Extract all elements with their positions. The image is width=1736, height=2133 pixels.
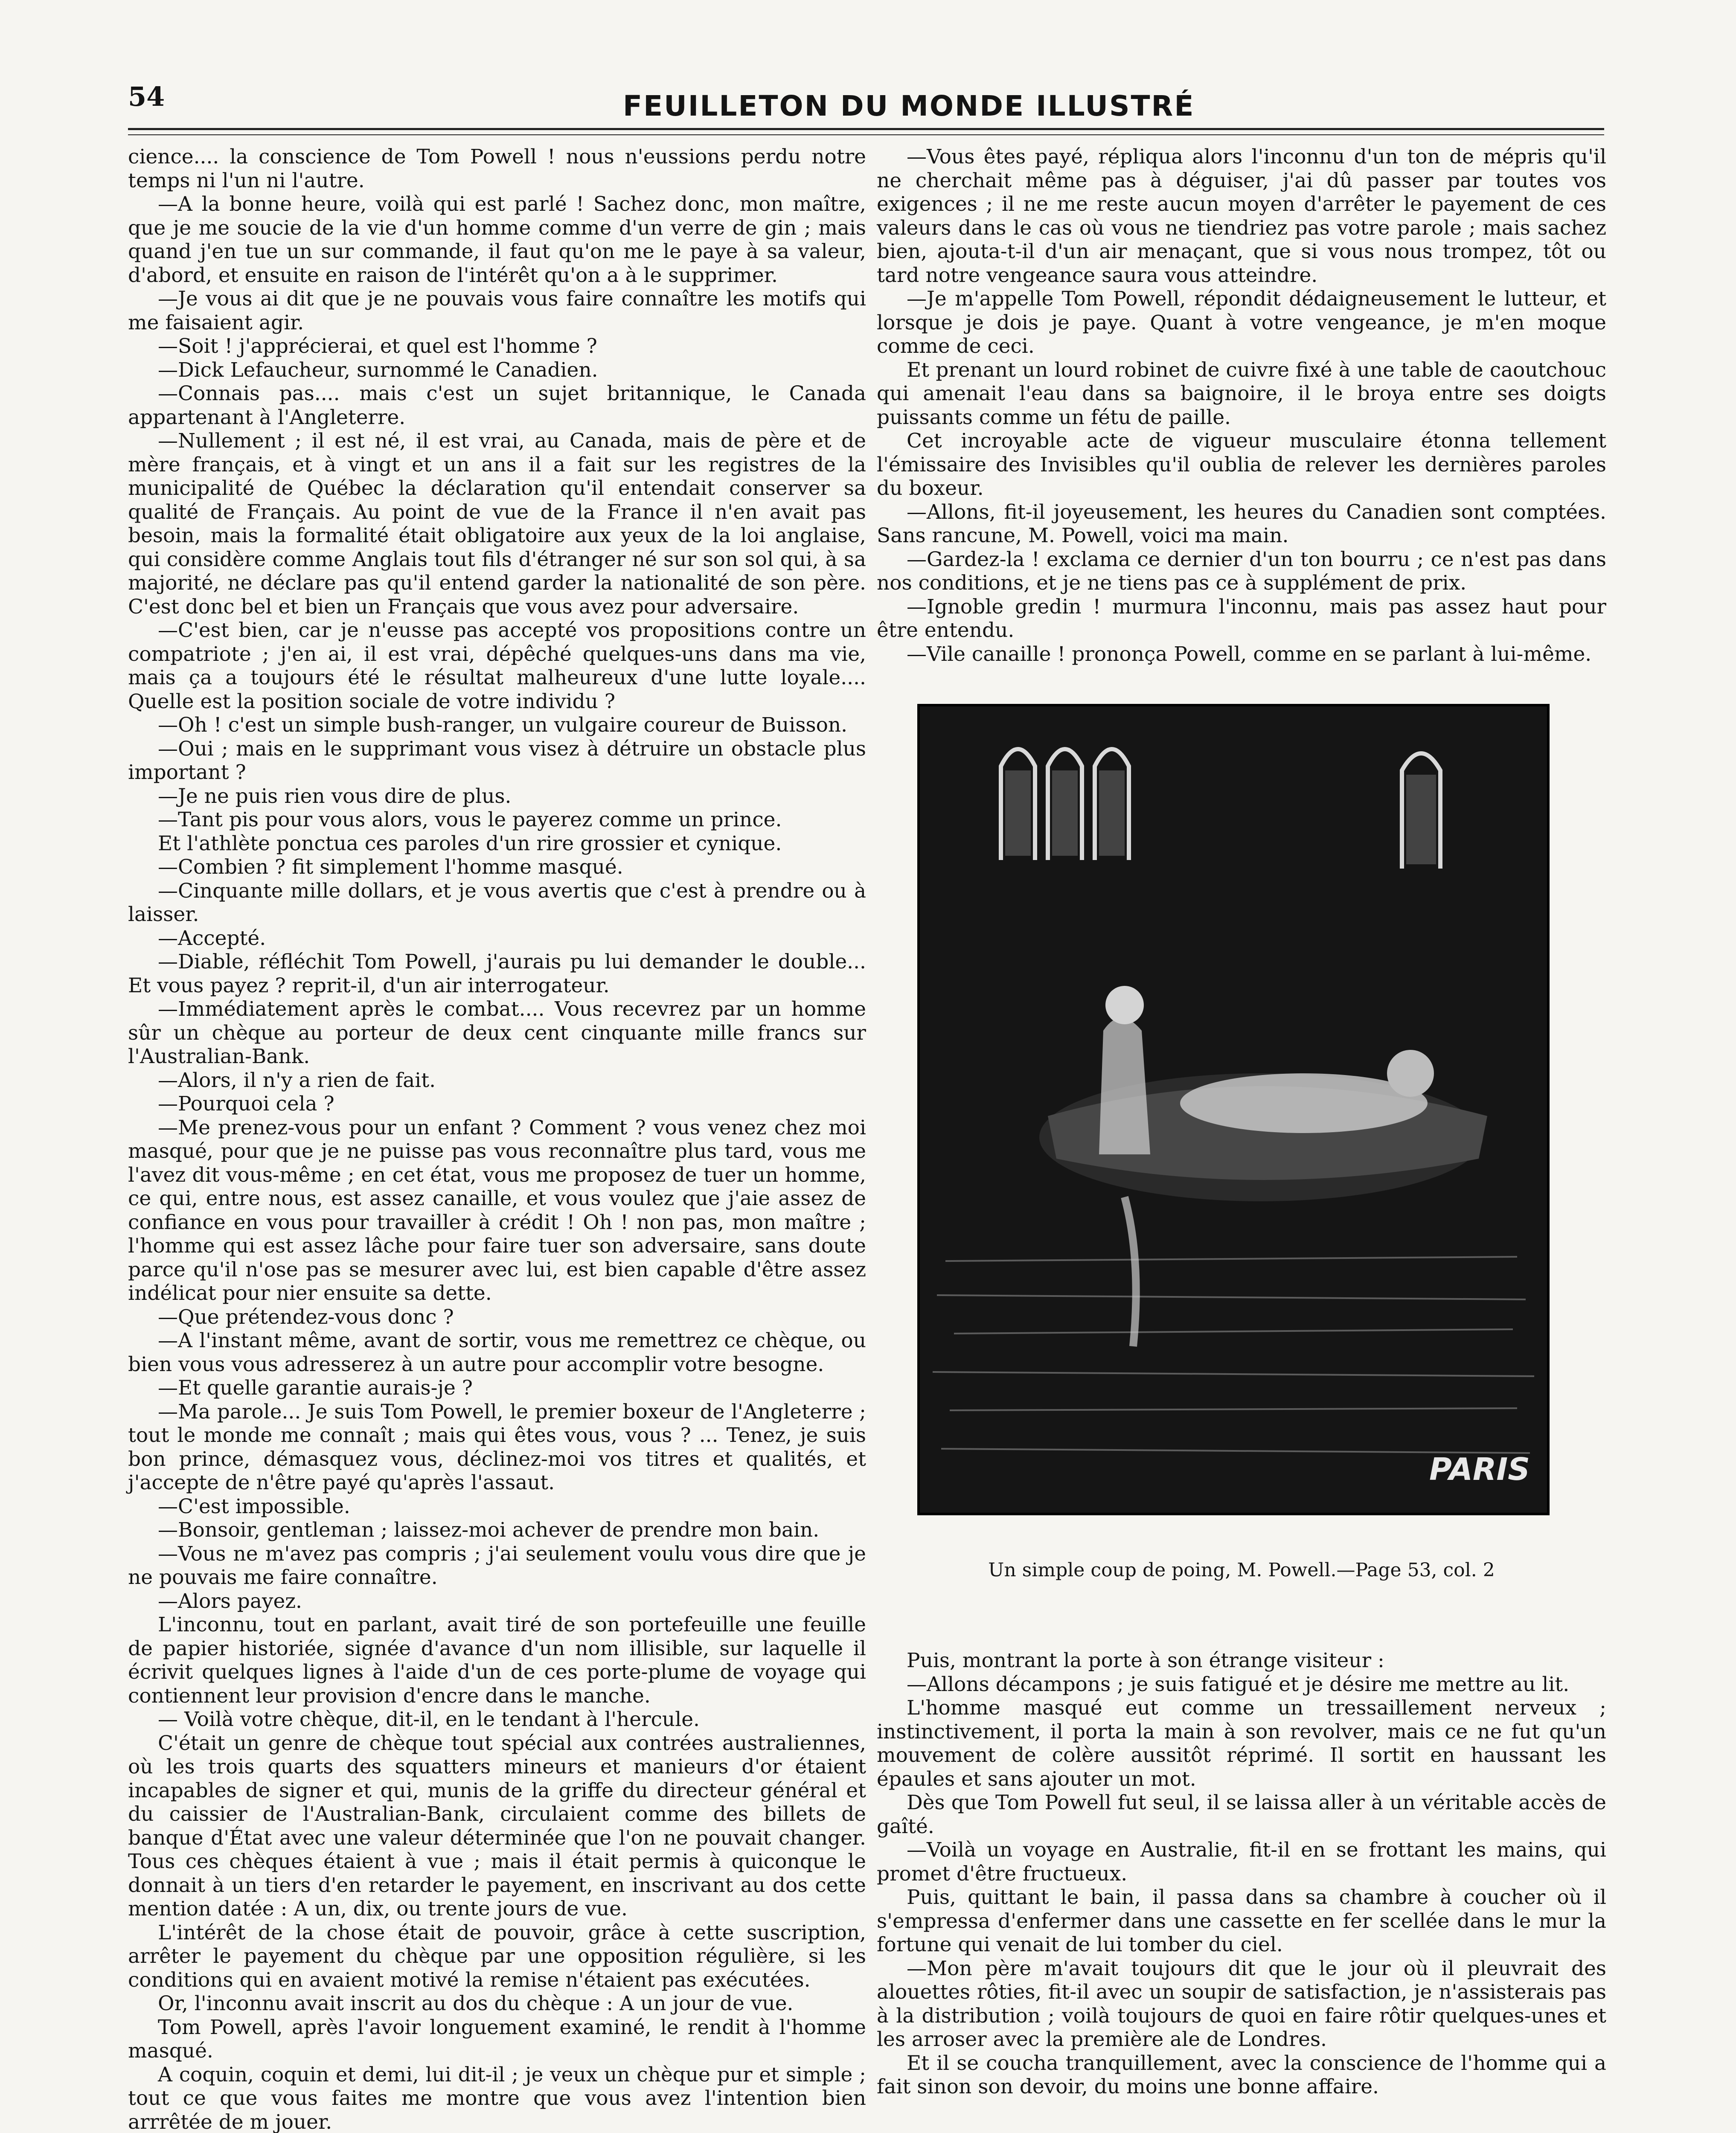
paragraph: Et l'athlète ponctua ces paroles d'un rire grossier et cynique. [158, 831, 782, 855]
paragraph: —Combien ? fit simplement l'homme masqué. [158, 855, 623, 879]
paragraph: —Dick Lefaucheur, surnommé le Canadien. [158, 358, 598, 382]
paragraph: —Gardez-la ! exclama ce dernier d'un ton bourru ; ce n'est pas dans nos conditions, et je ne tiens pas ce à supplément de prix. [877, 547, 1606, 595]
paragraph: Puis, montrant la porte à son étrange visiteur : [907, 1649, 1384, 1672]
paragraph: Dès que Tom Powell fut seul, il se laissa aller à un véritable accès de gaîté. [877, 1791, 1606, 1838]
paragraph: cience.... la conscience de Tom Powell ! nous n'eussions perdu notre temps ni l'un ni l'autre. [128, 145, 866, 192]
paragraph: —Je ne puis rien vous dire de plus. [158, 784, 512, 808]
paragraph: —Je m'appelle Tom Powell, répondit dédaigneusement le lutteur, et lorsque je dois je paye. Quant à votre vengeance, je m'en moque comme de ceci. [877, 287, 1606, 358]
paragraph: L'inconnu, tout en parlant, avait tiré de son portefeuille une feuille de papier historiée, signée d'avance d'un nom illisible, sur laquelle il écrivit quelques lignes à l'aide d'un de ces porte-plume de voyage qui contiennent leur provision d'encre dans le manche. [128, 1613, 866, 1708]
header-rule [128, 128, 1604, 130]
paragraph: —Ma parole... Je suis Tom Powell, le premier boxeur de l'Angleterre ; tout le monde me connaît ; mais qui êtes vous, vous ? ... Tenez, je suis bon prince, démasquez vous, déclinez-moi vos titres et qualités, et j'accepte de n'être payé qu'après l'assaut. [128, 1400, 866, 1494]
illustration [917, 704, 1550, 1515]
page-number: 54 [128, 81, 165, 112]
paragraph: Et prenant un lourd robinet de cuivre fixé à une table de caoutchouc qui amenait l'eau dans sa baignoire, il le broya entre ses doigts puissants comme un fétu de paille. [877, 358, 1606, 429]
paragraph: —Vous ne m'avez pas compris ; j'ai seulement voulu vous dire que je ne pouvais me faire connaître. [128, 1542, 866, 1589]
paragraph: —C'est bien, car je n'eusse pas accepté vos propositions contre un compatriote ; j'en ai, il est vrai, dépêché quelques-uns dans ma vie, mais ça a toujours été le résultat malheureux d'une lutte loyale.... Quelle est la position sociale de votre individu ? [128, 619, 866, 713]
paragraph: —Diable, réfléchit Tom Powell, j'aurais pu lui demander le double... Et vous payez ? reprit-il, d'un air interrogateur. [128, 950, 866, 997]
paragraph: —Mon père m'avait toujours dit que le jour où il pleuvrait des alouettes rôties, fit-il avec un soupir de satisfaction, je n'assisterais pas à la distribution ; voilà toujours de quoi en faire rôtir quelques-unes et les arroser avec la première ale de Londres. [877, 1956, 1606, 2051]
paragraph: —Bonsoir, gentleman ; laissez-moi achever de prendre mon bain. [158, 1518, 820, 1542]
paragraph: —Je vous ai dit que je ne pouvais vous faire connaître les motifs qui me faisaient agir. [128, 287, 866, 334]
paragraph: A coquin, coquin et demi, lui dit-il ; je veux un chèque pur et simple ; tout ce que vous faites me montre que vous avez l'intention bien arrrêtée de m jouer. [128, 2063, 866, 2133]
paragraph: Or, l'inconnu avait inscrit au dos du chèque : A un jour de vue. [158, 1992, 794, 2015]
paragraph: L'homme masqué eut comme un tressaillement nerveux ; instinctivement, il porta la main à son revolver, mais ce ne fut qu'un mouvement de colère aussitôt réprimé. Il sortit en haussant les épaules et sans ajouter un mot. [877, 1696, 1606, 1791]
paragraph: —Ignoble gredin ! murmura l'inconnu, mais pas assez haut pour être entendu. [877, 595, 1606, 642]
paragraph: —Cinquante mille dollars, et je vous avertis que c'est à prendre ou à laisser. [128, 879, 866, 926]
paragraph: —A la bonne heure, voilà qui est parlé ! Sachez donc, mon maître, que je me soucie de la vie d'un homme comme d'un verre de gin ; mais quand j'en tue un sur commande, il faut qu'on me le paye à sa valeur, d'abord, et ensuite en raison de l'intérêt qu'on a à le supprimer. [128, 192, 866, 287]
paragraph: —Vous êtes payé, répliqua alors l'inconnu d'un ton de mépris qu'il ne cherchait même pas à déguiser, j'ai dû passer par toutes vos exigences ; il ne me reste aucun moyen d'arrêter le payement de ces valeurs dans le cas où vous ne tiendriez pas votre parole ; mais sachez bien, ajouta-t-il d'un air menaçant, que si vous nous trompez, tôt ou tard notre vengeance saura vous atteindre. [877, 145, 1606, 287]
boxer-bath-engraving [920, 706, 1547, 1513]
paragraph: —Connais pas.... mais c'est un sujet britannique, le Canada appartenant à l'Angleterre. [128, 382, 866, 429]
artist-mark: PARIS [1429, 1451, 1530, 1487]
paragraph: —C'est impossible. [158, 1494, 350, 1518]
paragraph: —Oh ! c'est un simple bush-ranger, un vulgaire coureur de Buisson. [158, 713, 848, 737]
paragraph: Cet incroyable acte de vigueur musculaire étonna tellement l'émissaire des Invisibles qu'il oublia de relever les dernières paroles du boxeur. [877, 429, 1606, 500]
left-column [128, 145, 866, 2133]
right-column-bottom [877, 1649, 1606, 2099]
paragraph: —Allons décampons ; je suis fatigué et je désire me mettre au lit. [907, 1672, 1570, 1696]
paragraph: —Pourquoi cela ? [158, 1092, 334, 1116]
paragraph: —Immédiatement après le combat.... Vous recevrez par un homme sûr un chèque au porteur de deux cent cinquante mille francs sur l'Australian-Bank. [128, 997, 866, 1068]
paragraph: C'était un genre de chèque tout spécial aux contrées australiennes, où les trois quarts des squatters mineurs et manieurs d'or étaient incapables de signer et qui, munis de la griffe du directeur général et du caissier de l'Australian-Bank, circulaient comme des billets de banque d'État avec une valeur déterminée que l'on ne pouvait changer. Tous ces chèques étaient à vue ; mais il était permis à quiconque le donnait à un tiers d'en retarder le payement, en inscrivant au dos cette mention datée : A un, dix, ou trente jours de vue. [128, 1731, 866, 1921]
paragraph: —Nullement ; il est né, il est vrai, au Canada, mais de père et de mère français, et à vingt et un ans il a fait sur les registres de la municipalité de Québec la déclaration qu'il entendait conserver sa qualité de Français. Au point de vue de la France il n'en avait pas besoin, mais la formalité était obligatoire aux yeux de la loi anglaise, qui considère comme Anglais tout fils d'étranger né sur son sol qui, à sa majorité, ne déclare pas qu'il entend garder la nationalité de son père. C'est donc bel et bien un Français que vous avez pour adversaire. [128, 429, 866, 619]
paragraph: Tom Powell, après l'avoir longuement examiné, le rendit à l'homme masqué. [128, 2015, 866, 2063]
paragraph: —Tant pis pour vous alors, vous le payerez comme un prince. [158, 808, 782, 831]
paragraph: — Voilà votre chèque, dit-il, en le tendant à l'hercule. [158, 1708, 700, 1731]
paragraph: —Et quelle garantie aurais-je ? [158, 1376, 473, 1400]
paragraph: —Soit ! j'apprécierai, et quel est l'homme ? [158, 334, 597, 358]
paragraph: —Voilà un voyage en Australie, fit-il en se frottant les mains, qui promet d'être fructueux. [877, 1838, 1606, 1886]
paragraph: —Vile canaille ! prononça Powell, comme en se parlant à lui-même. [907, 642, 1592, 666]
paragraph: Puis, quittant le bain, il passa dans sa chambre à coucher où il s'empressa d'enfermer dans une cassette en fer scellée dans le mur la fortune qui venait de lui tomber du ciel. [877, 1886, 1606, 1956]
paragraph: —A l'instant même, avant de sortir, vous me remettrez ce chèque, ou bien vous vous adresserez à un autre pour accomplir votre besogne. [128, 1329, 866, 1376]
right-column-top [877, 145, 1606, 666]
paragraph: —Me prenez-vous pour un enfant ? Comment ? vous venez chez moi masqué, pour que je ne puisse pas vous reconnaître plus tard, vous me l'avez dit vous-même ; en cet état, vous me proposez de tuer un homme, ce qui, entre nous, est assez canaille, et vous voulez que j'aie assez de confiance en vous pour travailler à crédit ! Oh ! non pas, mon maître ; l'homme qui est assez lâche pour faire tuer son adversaire, sans doute parce qu'il n'ose pas se mesurer avec lui, est bien capable d'être assez indélicat pour nier ensuite sa dette. [128, 1116, 866, 1305]
paragraph: Et il se coucha tranquillement, avec la conscience de l'homme qui a fait sinon son devoir, du moins une bonne affaire. [877, 2051, 1606, 2098]
paragraph: —Alors payez. [158, 1589, 302, 1613]
paragraph: —Allons, fit-il joyeusement, les heures du Canadien sont comptées. Sans rancune, M. Powell, voici ma main. [877, 500, 1606, 547]
illustration-caption: Un simple coup de poing, M. Powell.—Page 53, col. 2 [988, 1559, 1495, 1581]
header-rule-thin [128, 134, 1604, 135]
running-head: FEUILLETON DU MONDE ILLUSTRÉ [623, 90, 1195, 122]
paragraph: —Accepté. [158, 926, 266, 950]
paragraph: —Oui ; mais en le supprimant vous visez à détruire un obstacle plus important ? [128, 737, 866, 784]
paragraph: —Que prétendez-vous donc ? [158, 1305, 454, 1329]
paragraph: L'intérêt de la chose était de pouvoir, grâce à cette suscription, arrêter le payement du chèque par une opposition régulière, si les conditions qui en avaient motivé la remise n'étaient pas exécutées. [128, 1921, 866, 1992]
paragraph: —Alors, il n'y a rien de fait. [158, 1068, 436, 1092]
